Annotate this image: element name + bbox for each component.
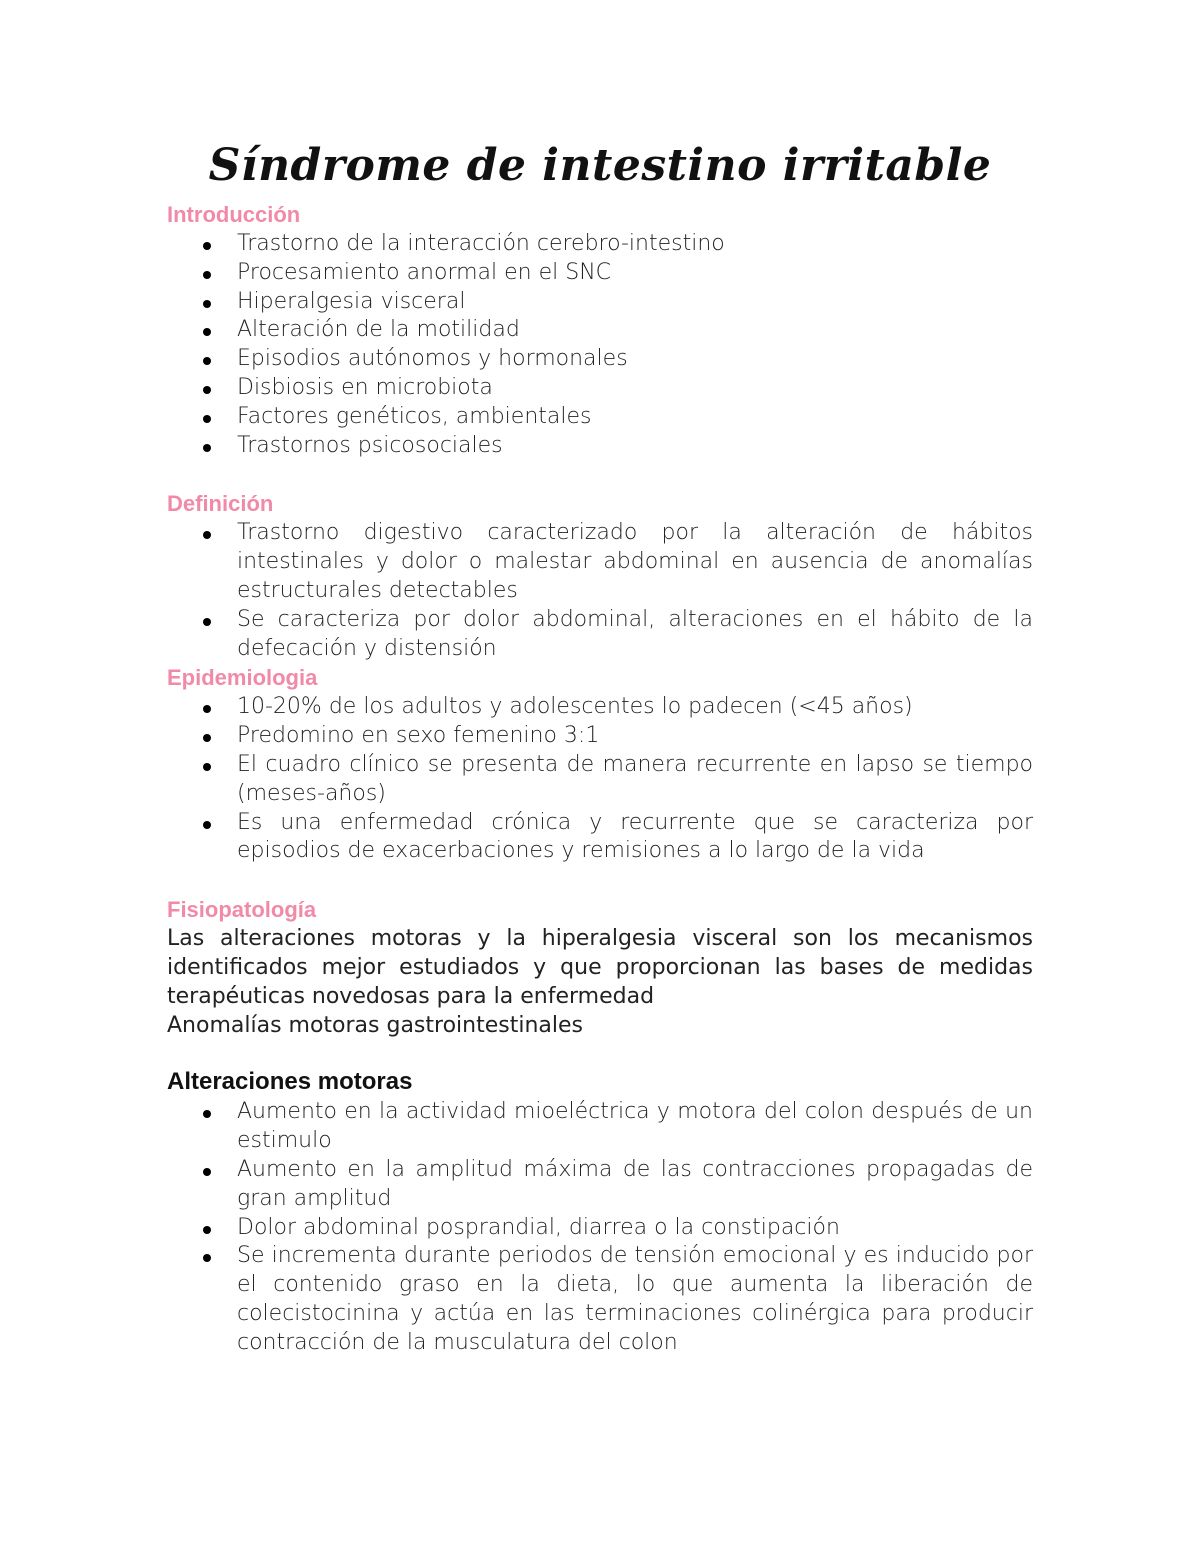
list-item-text: Es una enfermedad crónica y recurrente que se caracteriza por episodios de exacerbaciones y remisiones a lo largo de la vida <box>237 809 1033 864</box>
list-item-text: Factores genéticos, ambientales <box>237 403 592 429</box>
bullet-icon <box>203 821 211 829</box>
section-heading-introduccion: Introducción <box>167 202 301 227</box>
section-fisiopatologia <box>167 895 1033 1040</box>
list-item-text: Se incrementa durante periodos de tensión emocional y es inducido por el contenido graso en la dieta, lo que aumenta la liberación de colecistocinina y actúa en las terminaciones colinérgica para producir contracción de la musculatura del colon <box>237 1243 1033 1355</box>
document-content <box>167 200 1033 1358</box>
section-heading-fisiopatologia: Fisiopatología <box>167 897 317 923</box>
paragraph: Anomalías motoras gastrointestinales <box>167 1012 583 1038</box>
list-item <box>167 432 1033 461</box>
list-item-text: El cuadro clínico se presenta de manera recurrente en lapso se tiempo (meses-años) <box>237 751 1033 806</box>
section-introduccion <box>167 200 1033 460</box>
bullet-icon <box>203 618 211 626</box>
bullet-icon <box>203 1226 211 1234</box>
bullet-list-definicion <box>167 519 1033 663</box>
paragraph: Las alteraciones motoras y la hiperalgesia visceral son los mecanismos identificados mejor estudiados y que proporcionan las bases de medidas terapéuticas novedosas para la enfermedad <box>167 926 1033 1009</box>
section-alteraciones-motoras <box>167 1066 1033 1357</box>
bullet-icon <box>203 1254 211 1262</box>
list-item <box>167 722 1033 751</box>
bullet-icon <box>203 328 211 336</box>
bullet-icon <box>203 705 211 713</box>
spacer <box>167 460 1033 489</box>
bullet-list-alteraciones-motoras <box>167 1098 1033 1357</box>
list-item-text: Episodios autónomos y hormonales <box>237 346 628 372</box>
list-item <box>167 1214 1033 1243</box>
section-epidemiologia <box>167 663 1033 866</box>
list-item-text: Trastorno digestivo caracterizado por la alteración de hábitos intestinales y dolor o malestar abdominal en ausencia de anomalías estructurales detectables <box>237 520 1033 603</box>
list-item <box>167 345 1033 374</box>
page-title: Síndrome de intestino irritable <box>208 140 992 191</box>
list-item <box>167 751 1033 809</box>
bullet-icon <box>203 386 211 394</box>
bullet-icon <box>203 271 211 279</box>
list-item <box>167 693 1033 722</box>
list-item <box>167 1098 1033 1156</box>
bullet-icon <box>203 357 211 365</box>
section-definicion <box>167 489 1033 663</box>
list-item <box>167 259 1033 288</box>
list-item-text: Hiperalgesia visceral <box>237 288 466 314</box>
list-item <box>167 288 1033 317</box>
list-item <box>167 1156 1033 1214</box>
list-item-text: Predomino en sexo femenino 3:1 <box>237 723 600 749</box>
list-item-text: Disbiosis en microbiota <box>237 374 493 400</box>
bullet-icon <box>203 763 211 771</box>
spacer <box>167 1040 1033 1066</box>
list-item <box>167 230 1033 259</box>
list-item-text: Se caracteriza por dolor abdominal, alteraciones en el hábito de la defecación y distensión <box>237 606 1033 661</box>
bullet-list-epidemiologia <box>167 693 1033 866</box>
bullet-icon <box>203 1168 211 1176</box>
bullet-icon <box>203 1110 211 1118</box>
sub-heading-alteraciones-motoras: Alteraciones motoras <box>167 1068 413 1096</box>
list-item-text: Trastornos psicosociales <box>237 432 503 458</box>
bullet-icon <box>203 444 211 452</box>
list-item-text: Aumento en la actividad mioeléctrica y motora del colon después de un estimulo <box>237 1099 1033 1154</box>
spacer <box>167 866 1033 895</box>
bullet-list-introduccion <box>167 230 1033 460</box>
section-heading-definicion: Definición <box>167 491 274 517</box>
section-heading-epidemiologia: Epidemiologia <box>167 665 318 691</box>
list-item-text: Procesamiento anormal en el SNC <box>237 259 612 285</box>
list-item-text: Trastorno de la interacción cerebro-intestino <box>237 231 725 256</box>
list-item <box>167 1242 1033 1357</box>
list-item-text: Alteración de la motilidad <box>237 317 520 343</box>
list-item-text: 10-20% de los adultos y adolescentes lo padecen (<45 años) <box>237 694 913 720</box>
bullet-icon <box>203 300 211 308</box>
list-item <box>167 316 1033 345</box>
list-item-text: Aumento en la amplitud máxima de las contracciones propagadas de gran amplitud <box>237 1156 1033 1211</box>
bullet-icon <box>203 531 211 539</box>
list-item <box>167 519 1033 605</box>
bullet-icon <box>203 415 211 423</box>
list-item <box>167 374 1033 403</box>
list-item <box>167 606 1033 664</box>
list-item <box>167 809 1033 867</box>
bullet-icon <box>203 734 211 742</box>
list-item <box>167 403 1033 432</box>
bullet-icon <box>203 242 211 250</box>
list-item-text: Dolor abdominal posprandial, diarrea o la constipación <box>237 1214 840 1240</box>
